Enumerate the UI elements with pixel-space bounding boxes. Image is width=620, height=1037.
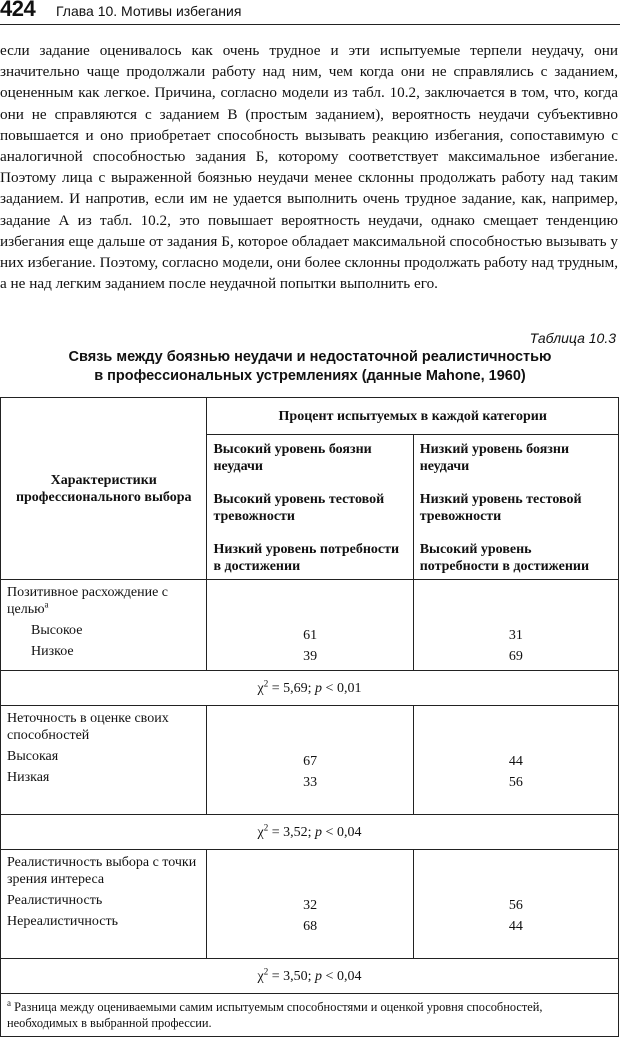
header-characteristics: Характеристики профессионального выбора: [1, 398, 207, 580]
data-table: [0, 397, 619, 1037]
section-label-cell: [1, 706, 207, 815]
row-label: Высокое: [31, 623, 83, 638]
section-title: Неточность в оценке своих способностей: [7, 711, 169, 743]
table-section: [1, 706, 619, 815]
group2-line: Высокий уровень потребности в достижении: [419, 542, 590, 574]
table-label: Таблица 10.3: [529, 330, 616, 346]
row-label: Нереалистичность: [7, 914, 118, 929]
cell-value: 67: [303, 754, 318, 769]
page-number: 424: [0, 0, 36, 21]
page-header: [0, 0, 620, 25]
chi-square-cell: $\chi^2 = 3,52$; p < 0,04: [1, 815, 619, 850]
footnote-ref: a: [44, 599, 49, 610]
section-label-cell: [1, 850, 207, 959]
table-section: [1, 850, 619, 959]
cell-value: 56: [508, 898, 523, 913]
row-label: Низкое: [31, 644, 74, 659]
row-label: Реалистичность: [7, 893, 103, 908]
table-title-line-1: Связь между боязнью неудачи и недостаточной реалистичностью: [68, 349, 552, 365]
chi-square-cell: $\chi^2 = 3,50$; p < 0,04: [1, 959, 619, 994]
group1-line: Высокий уровень тестовой тревожности: [213, 492, 385, 524]
group2-line: Низкий уровень тестовой тревожности: [419, 492, 582, 524]
cell-value: 68: [303, 919, 318, 934]
chi-square-cell: $\chi^2 = 5,69$; p < 0,01: [1, 671, 619, 706]
table-title: [0, 348, 620, 386]
cell-value: 33: [303, 775, 318, 790]
cell-value: 44: [508, 919, 523, 934]
group2-line: Низкий уровень боязни неудачи: [419, 442, 570, 474]
values-col-2: [413, 580, 618, 671]
chi-square-row: [1, 671, 619, 706]
values-col-1: [207, 850, 413, 959]
group-high-fear: [207, 435, 413, 580]
body-paragraph: если задание оценивалось как очень трудное и эти испытуемые терпели неудачу, они значительно чаще продолжали работу над ним, чем когда они не справлялись с заданием, оцененным как легкое. Причина, согласно модели из табл. 10.2, заключается в том, что, когда они не справляются с заданием В (простым заданием), вероятность неудачи субъективно повышается и оно приобретает способность вызывать реакцию избегания, сопоставимую с аналогичной способностью задания Б, которому соответствует максимальное избегание. Поэтому лица с выраженной боязнью неудачи менее склонны продолжать работу над таким заданием. И напротив, если им не удается выполнить очень трудное задание, как, например, задание А из табл. 10.2, это повышает вероятность неудачи, однако смещает тенденцию избегания еще дальше от задания Б, которое обладает максимальной способностью вызывать у них избегание. Поэтому, согласно модели, они более склонны продолжать работу над трудным, а не над легким заданием после неудачной попытки выполнить его.: [0, 42, 618, 293]
values-col-1: [207, 580, 413, 671]
row-label: Высокая: [7, 749, 59, 764]
values-col-1: [207, 706, 413, 815]
row-label: Низкая: [7, 770, 50, 785]
footnote-marker: a: [7, 997, 11, 1008]
table-header-row: [1, 398, 619, 435]
cell-value: 39: [303, 649, 318, 664]
footnote-row: [1, 994, 619, 1037]
table-title-line-2: в профессиональных устремлениях (данные Mahone, 1960): [94, 368, 526, 384]
chi-square-row: [1, 815, 619, 850]
table-footnote: [1, 994, 619, 1037]
cell-value: 44: [508, 754, 523, 769]
section-title: Реалистичность выбора с точки зрения интереса: [7, 855, 197, 887]
cell-value: 56: [508, 775, 523, 790]
section-label-cell: [1, 580, 207, 671]
cell-value: 31: [508, 628, 523, 643]
cell-value: 69: [508, 649, 523, 664]
group1-line: Высокий уровень боязни неудачи: [213, 442, 372, 474]
group-low-fear: [413, 435, 618, 580]
section-title: Позитивное расхождение с целью$^a$: [7, 585, 169, 617]
header-percent: Процент испытуемых в каждой категории: [207, 398, 619, 435]
group1-line: Низкий уровень потребности в достижении: [213, 542, 400, 574]
values-col-2: [413, 850, 618, 959]
cell-value: 32: [303, 898, 318, 913]
chi-square-row: [1, 959, 619, 994]
footnote-text: Разница между оцениваемыми самим испытуемым способностями и оценкой уровня способностей, необходимых в выбранной профессии.: [7, 1000, 543, 1030]
table-section: [1, 580, 619, 671]
values-col-2: [413, 706, 618, 815]
cell-value: 61: [303, 628, 318, 643]
chapter-title: Глава 10. Мотивы избегания: [56, 3, 242, 19]
